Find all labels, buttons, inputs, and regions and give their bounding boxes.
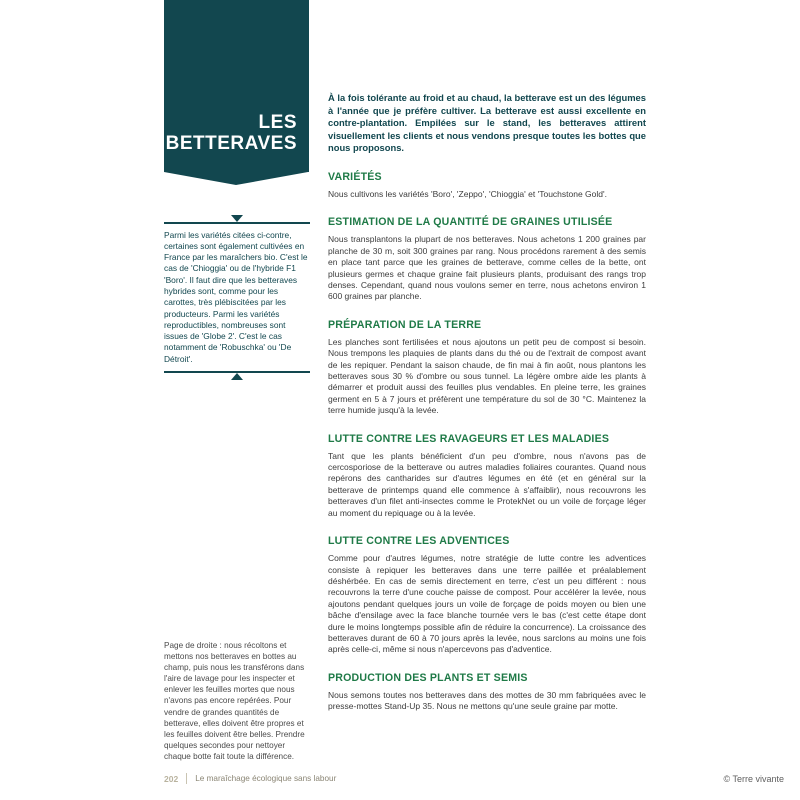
section-heading-production: PRODUCTION DES PLANTS ET SEMIS bbox=[328, 671, 528, 684]
section-body-preparation: Les planches sont fertilisées et nous ajoutons un petit peu de compost si besoin. Nous trempons les plaquies de plants dans du thé ou de l'extrait de compost avant de les repiquer. Pendant la saison chaude, de fin mai à fin août, nous plantons les betteraves sous 30 % d'ombre ou sous tunnel. La légère ombre aide les plants à démarrer et produit aussi des feuilles plus vendables. En pleine terre, les graines germent en 5 à 7 jours et préfèrent une température du sol de 30 °C. Maintenez la terre humide jusqu'à la levée. bbox=[328, 336, 646, 416]
chapter-title-line1: LES bbox=[258, 112, 297, 133]
page-folio: 202 bbox=[164, 773, 179, 784]
section-body-ravageurs: Tant que les plants bénéficient d'un peu d'ombre, nous n'avons pas de cercosporiose de la betterave ou autres maladies foliaires courantes. Quand nous repérons des cantharides sur d'autres légumes en été (et en général sur la betterave de printemps quand elle commence à s'affaiblir), nous recouvrons les betteraves d'un filet anti-insectes comme le ProtekNet ou un voile de forçage léger au moment du repiquage ou à la levée. bbox=[328, 450, 646, 518]
note-rule-top bbox=[164, 222, 310, 224]
sidebar-note-varieties-text: Parmi les variétés citées ci-contre, certaines sont également cultivées en France par les maraîchers bio. C'est le cas de 'Chioggia' ou de l'hybride F1 'Boro'. Il faut dire que les betteraves hybrides sont, comme pour les carottes, très plébiscitées par les producteurs. Parmi les variétés reproductibles, nombreuses sont issues de 'Globe 2'. C'est le cas notamment de 'Robuschka' ou 'De Détroit'. bbox=[164, 229, 308, 364]
chapter-title-line2: BETTERAVES bbox=[165, 133, 297, 154]
section-heading-estimation: ESTIMATION DE LA QUANTITÉ DE GRAINES UTILISÉE bbox=[328, 216, 613, 229]
section-heading-ravageurs: LUTTE CONTRE LES RAVAGEURS ET LES MALADIES bbox=[328, 432, 610, 445]
main-text-column bbox=[328, 92, 646, 715]
lede-paragraph: À la fois tolérante au froid et au chaud, la betterave est un des légumes à l'année que je préfère cultiver. La betterave est aussi excellente en contre-plantation. Empilées sur le stand, les betteraves attirent visuellement les clients et nous vendons presque toutes les bottes que nous proposons. bbox=[328, 92, 646, 154]
footer-divider bbox=[186, 773, 187, 784]
section-body-production: Nous semons toutes nos betteraves dans des mottes de 30 mm fabriquées avec le presse-mottes Stand-Up 35. Nous ne mettons qu'une seule graine par motte. bbox=[328, 689, 646, 712]
note-rule-bottom bbox=[164, 371, 310, 373]
section-heading-adventices: LUTTE CONTRE LES ADVENTICES bbox=[328, 535, 510, 548]
chapter-title bbox=[166, 112, 297, 154]
section-body-varietes: Nous cultivons les variétés 'Boro', 'Zeppo', 'Chioggia' et 'Touchstone Gold'. bbox=[328, 188, 607, 199]
sidebar-note-caption-text: Page de droite : nous récoltons et mettons nos betteraves en bottes au champ, puis nous les transférons dans l'aire de lavage pour les inspecter et enlever les feuilles mortes que nous n'avons pas encore repérées. Pour vendre de grandes quantités de betterave, elles doivent être propres et les feuilles doivent être belles. Prendre quelques secondes pour nettoyer chaque botte fait toute la différence. bbox=[164, 641, 305, 761]
copyright-notice: © Terre vivante bbox=[723, 774, 784, 784]
section-heading-varietes: VARIÉTÉS bbox=[328, 170, 382, 183]
section-body-adventices: Comme pour d'autres légumes, notre stratégie de lutte contre les adventices consiste à repiquer les betteraves dans une terre paillée et préalablement déshérbée. En cas de semis directement en terre, c'est un peu différent : nous recouvrons la terre d'une couche paisse de compost. Pour accélérer la levée, nous ajoutons pendant quelques jours un voile de forçage de poids moyen ou bien une bâche d'ensilage avec la face blanche tournée vers le bas (c'est cette étape dont dure le moins longtemps possible afin de réduire la concurrence). La croissance des betteraves durant de 60 à 70 jours après la levée, nous sarclons au moins une fois après celle-ci, même si nous n'apercevons pas d'adventice. bbox=[328, 553, 646, 655]
page-footer bbox=[164, 773, 784, 784]
section-body-estimation: Nous transplantons la plupart de nos betteraves. Nous achetons 1 200 graines par planche de 30 m, soit 300 graines par rang. Nous procédons rarement à des semis en place tant parce que les graines de betterave, comme celles de la bette, ont plusieurs germes et chaque graine fait plusieurs plants, produisant des rangs trop denses. Cependant, quand nous voulons semer en terre, nous achetons environ 1 600 graines par planche. bbox=[328, 234, 646, 302]
sidebar-note-varieties bbox=[164, 222, 310, 373]
sidebar-note-caption bbox=[164, 640, 310, 762]
footer-book-title: Le maraîchage écologique sans labour bbox=[195, 774, 337, 783]
section-heading-preparation: PRÉPARATION DE LA TERRE bbox=[328, 318, 482, 331]
chapter-title-block bbox=[164, 0, 309, 172]
